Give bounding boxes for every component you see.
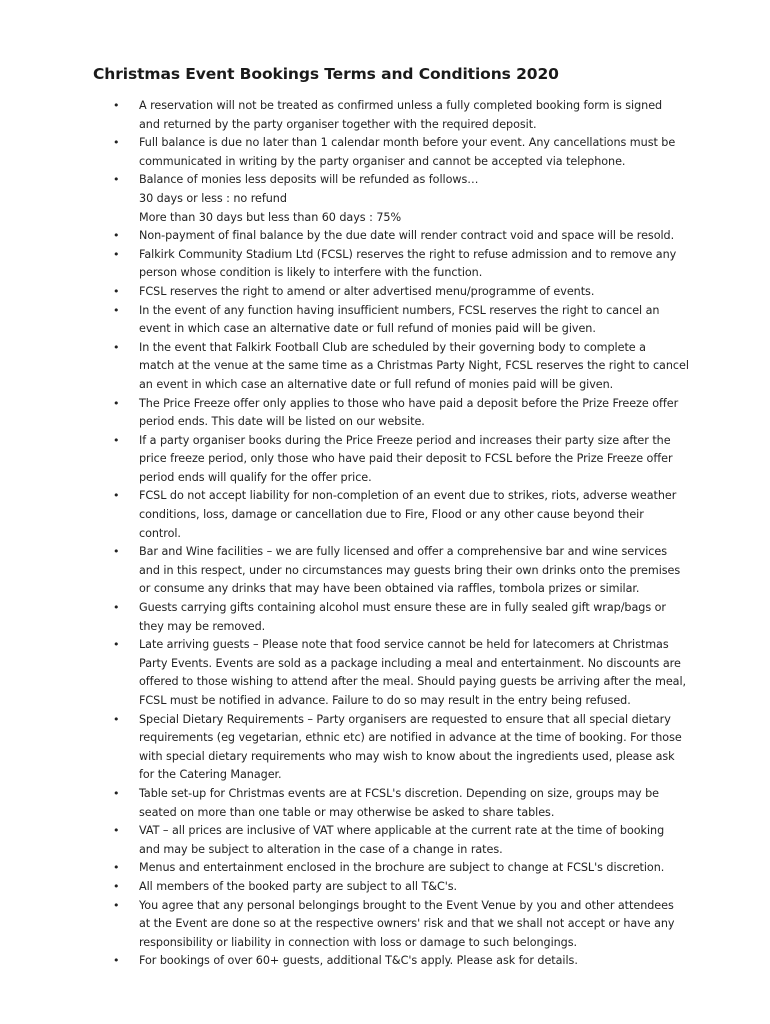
bullet-icon: • (113, 340, 120, 354)
list-item (0, 432, 701, 488)
bullet-icon: • (113, 861, 120, 875)
list-item-text-line: 30 days or less : no refund (139, 191, 287, 205)
list-item-text-line: Bar and Wine facilities – we are fully licensed and offer a comprehensive bar and wine services (139, 545, 668, 559)
list-item (0, 134, 701, 171)
bullet-icon: • (113, 303, 120, 317)
list-item-text-line: with special dietary requirements who may wish to know about the ingredients used, please ask (139, 749, 675, 763)
list-item-text-line: conditions, loss, damage or cancellation due to Fire, Flood or any other cause beyond their (139, 508, 644, 522)
list-item-text-line: control. (139, 526, 181, 540)
list-item-text-line: period ends. This date will be listed on our website. (139, 415, 425, 429)
list-item-text-line: and may be subject to alteration in the case of a change in rates. (139, 842, 503, 856)
list-item-text-line: they may be removed. (139, 619, 266, 633)
list-item-text-line: Late arriving guests – Please note that food service cannot be held for latecomers at Christmas (139, 638, 669, 652)
list-item (0, 395, 701, 432)
list-item-text-line: Party Events. Events are sold as a package including a meal and entertainment. No discounts are (139, 656, 681, 670)
bullet-icon: • (113, 712, 120, 726)
list-item-text-line: seated on more than one table or may otherwise be asked to share tables. (139, 805, 555, 819)
list-item (0, 283, 701, 302)
list-item-text-line: In the event that Falkirk Football Club are scheduled by their governing body to complete a (139, 340, 646, 354)
list-item (0, 822, 701, 859)
bullet-icon: • (113, 99, 120, 112)
bullet-icon: • (113, 229, 120, 243)
bullet-icon: • (113, 433, 120, 447)
list-item-text-line: Menus and entertainment enclosed in the brochure are subject to change at FCSL's discretion. (139, 861, 665, 875)
bullet-icon: • (113, 898, 120, 912)
list-item (0, 952, 701, 971)
list-item-text-line: If a party organiser books during the Price Freeze period and increases their party size after the (139, 433, 671, 447)
list-item (0, 785, 701, 822)
list-item-text-line: responsibility or liability in connection with loss or damage to such belongings. (139, 935, 578, 949)
bullet-icon: • (113, 396, 120, 410)
list-item (0, 302, 701, 339)
list-item (0, 711, 701, 785)
list-item-text-line: More than 30 days but less than 60 days : 75% (139, 210, 402, 224)
list-item-text-line: offered to those wishing to attend after the meal. Should paying guests be arriving after the meal, (139, 675, 687, 689)
list-item-text-line: VAT – all prices are inclusive of VAT where applicable at the current rate at the time of booking (139, 824, 665, 838)
terms-list (0, 97, 770, 971)
bullet-icon: • (113, 545, 120, 559)
list-item (0, 227, 701, 246)
list-item-text-line: at the Event are done so at the respective owners' risk and that we shall not accept or have any (139, 917, 675, 931)
list-item-text-line: Falkirk Community Stadium Ltd (FCSL) reserves the right to refuse admission and to remove any (139, 247, 677, 261)
bullet-icon: • (113, 954, 120, 968)
bullet-icon: • (113, 638, 120, 652)
list-item (0, 543, 701, 599)
list-item-text-line: FCSL reserves the right to amend or alter advertised menu/programme of events. (139, 284, 595, 298)
list-item (0, 636, 701, 710)
list-item-text-line: For bookings of over 60+ guests, additional T&C's apply. Please ask for details. (139, 954, 578, 968)
bullet-icon: • (113, 173, 120, 187)
list-item-text-line: Guests carrying gifts containing alcohol must ensure these are in fully sealed gift wrap/bags or (139, 601, 666, 615)
list-item-text-line: requirements (eg vegetarian, ethnic etc) are notified in advance at the time of booking. For those (139, 731, 682, 745)
list-item-text-line: and in this respect, under no circumstances may guests bring their own drinks onto the premises (139, 563, 681, 577)
list-item (0, 171, 701, 227)
list-item-text-line: or consume any drinks that may have been obtained via raffles, tombola prizes or similar. (139, 582, 640, 596)
list-item-text-line: FCSL do not accept liability for non-completion of an event due to strikes, riots, adverse weather (139, 489, 677, 503)
list-item-text-line: Table set-up for Christmas events are at FCSL's discretion. Depending on size, groups may be (139, 786, 659, 800)
list-item-text-line: event in which case an alternative date or full refund of monies paid will be given. (139, 322, 596, 336)
list-item-text-line: The Price Freeze offer only applies to those who have paid a deposit before the Prize Freeze offer (139, 396, 679, 410)
list-item (0, 97, 701, 134)
list-item-text-line: person whose condition is likely to interfere with the function. (139, 266, 483, 280)
bullet-icon: • (113, 879, 120, 893)
list-item-text-line: FCSL must be notified in advance. Failure to do so may result in the entry being refused. (139, 694, 631, 707)
list-item-text-line: and returned by the party organiser together with the required deposit. (139, 117, 537, 131)
list-item-text-line: Special Dietary Requirements – Party organisers are requested to ensure that all special dietary (139, 712, 671, 726)
bullet-icon: • (113, 824, 120, 838)
list-item (0, 246, 701, 283)
list-item-text-line: period ends will qualify for the offer price. (139, 470, 372, 484)
list-item-text-line: Balance of monies less deposits will be refunded as follows… (139, 173, 479, 187)
list-item-text-line: price freeze period, only those who have paid their deposit to FCSL before the Prize Freeze offer (139, 452, 673, 466)
bullet-icon: • (113, 601, 120, 615)
list-item-text-line: for the Catering Manager. (139, 768, 282, 782)
list-item-text-line: You agree that any personal belongings brought to the Event Venue by you and other attendees (139, 898, 674, 912)
list-item (0, 599, 701, 636)
bullet-icon: • (113, 284, 120, 298)
list-item-text-line: an event in which case an alternative date or full refund of monies paid will be given. (139, 377, 614, 391)
list-item (0, 878, 701, 897)
list-item-text-line: All members of the booked party are subject to all T&C's. (139, 879, 458, 893)
page-title: Christmas Event Bookings Terms and Conditions 2020 (93, 65, 559, 83)
bullet-icon: • (113, 489, 120, 503)
bullet-icon: • (113, 136, 120, 150)
list-item (0, 859, 701, 878)
list-item (0, 897, 701, 953)
list-item-text-line: communicated in writing by the party organiser and cannot be accepted via telephone. (139, 154, 626, 168)
bullet-icon: • (113, 786, 120, 800)
list-item (0, 339, 701, 395)
bullet-icon: • (113, 247, 120, 261)
list-item-text-line: Full balance is due no later than 1 calendar month before your event. Any cancellations must be (139, 136, 676, 150)
list-item-text-line: A reservation will not be treated as confirmed unless a fully completed booking form is signed (139, 99, 663, 112)
list-item-text-line: Non-payment of final balance by the due date will render contract void and space will be resold. (139, 229, 675, 243)
list-item-text-line: In the event of any function having insufficient numbers, FCSL reserves the right to cancel an (139, 303, 660, 317)
list-item (0, 487, 701, 543)
list-item-text-line: match at the venue at the same time as a Christmas Party Night, FCSL reserves the right to cancel (139, 359, 689, 373)
